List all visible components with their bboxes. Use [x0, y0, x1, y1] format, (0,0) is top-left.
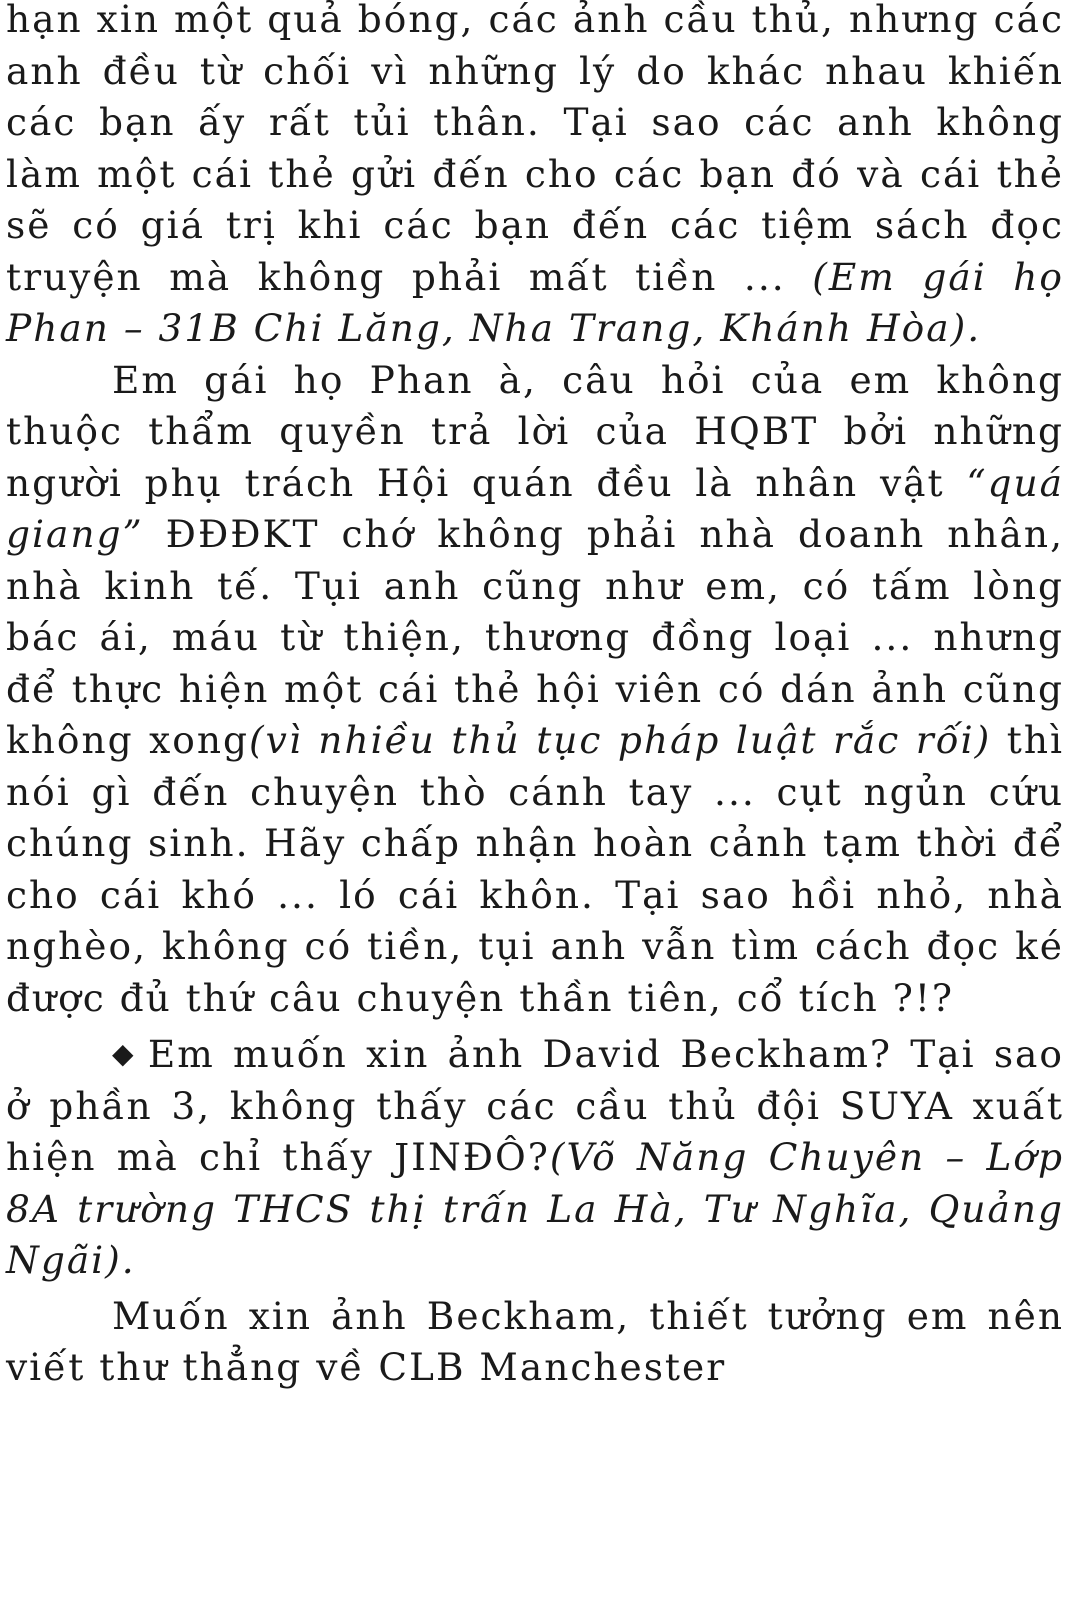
- letter-signature: (Em gái họ Phan – 31B Chi Lăng, Nha Trang, Khánh Hòa).: [6, 254, 1064, 350]
- letter-text: hạn xin một quả bóng, các ảnh cầu thủ, nhưng các anh đều từ chối vì những lý do khác nhau khiến các bạn ấy rất tủi thân. Tại sao các anh không làm một cái thẻ gửi đến cho các bạn đó và cái thẻ sẽ có giá trị khi các bạn đến các tiệm sách đọc truyện mà không phải mất tiền ...: [6, 0, 1064, 299]
- letter-paragraph-2: [6, 1028, 1064, 1287]
- reply-quoted-term: “quá giang”: [6, 460, 1064, 556]
- diamond-bullet-icon: ◆: [112, 1037, 140, 1070]
- letter-text: Em muốn xin ảnh David Beckham? Tại sao ở phần 3, không thấy các cầu thủ đội SUYA xuất hiện mà chỉ thấy JINĐÔ?: [6, 1032, 1064, 1179]
- reply-text-part-1: Em gái họ Phan à, câu hỏi của em không thuộc thẩm quyền trả lời của HQBT bởi những người phụ trách Hội quán đều là nhân vật: [6, 357, 1064, 505]
- reply-aside: (vì nhiều thủ tục pháp luật rắc rối): [249, 718, 992, 762]
- reply-text: Muốn xin ảnh Beckham, thiết tưởng em nên viết thư thẳng về CLB Manchester: [6, 1293, 1064, 1389]
- reply-paragraph-2: [6, 1291, 1064, 1394]
- reply-text-part-3: thì nói gì đến chuyện thò cánh tay ... cụt ngủn cứu chúng sinh. Hãy chấp nhận hoàn cảnh tạm thời để cho cái khó ... ló cái khôn. Tại sao hồi nhỏ, nhà nghèo, không có tiền, tụi anh vẫn tìm cách đọc ké được đủ thứ câu chuyện thần tiên, cổ tích ?!?: [6, 718, 1064, 1020]
- letter-signature: (Võ Năng Chuyên – Lớp 8A trường THCS thị trấn La Hà, Tư Nghĩa, Quảng Ngãi).: [6, 1135, 1064, 1282]
- reply-paragraph-1: [6, 355, 1064, 1025]
- reply-text-part-2: ĐĐĐKT chớ không phải nhà doanh nhân, nhà kinh tế. Tụi anh cũng như em, có tấm lòng bác ái, máu từ thiện, thương đồng loại ... nhưng để thực hiện một cái thẻ hội viên có dán ảnh cũng không xong: [6, 512, 1064, 762]
- letter-paragraph-1: [6, 0, 1064, 355]
- document-page: [6, 0, 1064, 1622]
